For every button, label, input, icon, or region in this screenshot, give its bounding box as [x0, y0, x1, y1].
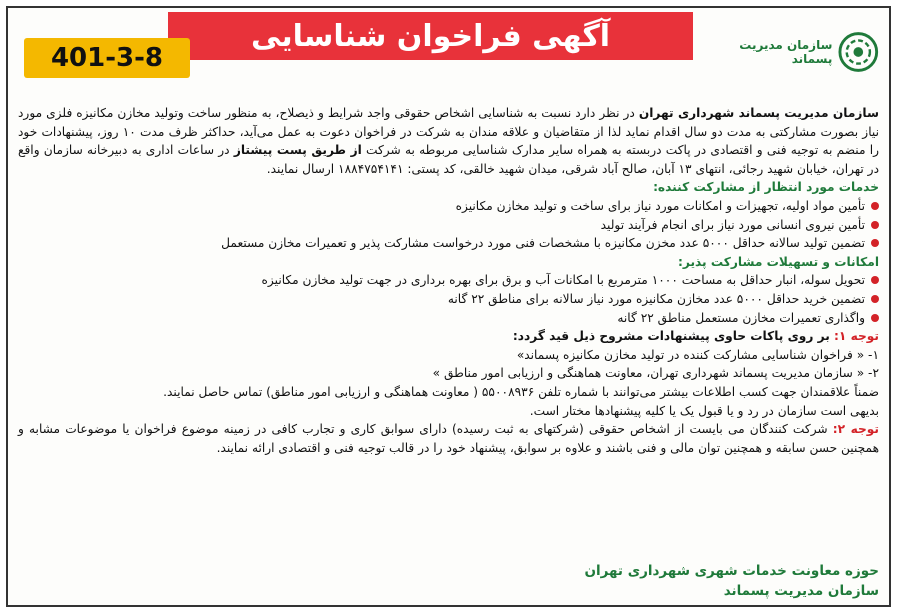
note1-line-b: ۲- « سازمان مدیریت پسماند شهرداری تهران، معاونت هماهنگی و ارزیابی امور مناطق » [432, 366, 879, 381]
org-name: سازمان مدیریت پسماند شهرداری تهران [638, 106, 879, 120]
intro-text-1: در نظر دارد نسبت به شناسایی اشخاص حقوقی واجد شرایط و ذیصلاح، به منظور ساخت وتولید مخازن مکانیزه فلزی مورد نیاز بصورت مشارکتی به مدت دو سال اقدام نماید لذا از متقاضیان و علاقه مندان به شرکت در فراخوان دعوت به عمل می‌آید، حداکثر ظرف مدت ۱۰ روز، پیشنهادات خود را منضم به توجیه فنی و اقتصادی در پاکت دربسته به همراه سایر مدارک شناسایی مربوطه به شرکت [18, 106, 879, 158]
note1-label: توجه ۱: [834, 329, 879, 344]
note1-line-c: ضمناً علاقمندان جهت کسب اطلاعات بیشتر می‌توانند با شماره تلفن ۵۵۰۰۸۹۳۶ ( معاونت هماهنگی و ارزیابی امور مناطق) تماس حاصل نمایند. [163, 384, 879, 399]
footer-line-1: حوزه معاونت خدمات شهری شهرداری تهران [584, 563, 879, 579]
waste-management-logo-icon [838, 31, 879, 73]
notice-code: 401-3-8 [24, 38, 190, 78]
note2-text: شرکت کنندگان می بایست از اشخاص حقوقی (شرکتهای به ثبت رسیده) دارای سوابق کاری و تجارب کافی در زمینه موضوع فراخوان یا موضوعات مشابه و همچنین حسن سابقه و همچنین توان مالی و فنی باشند و علاوه بر سوابق، پیشنهاد خود را در قالب توجیه فنی و اقتصادی ارائه نمایند. [18, 422, 879, 455]
logo-text: سازمان مدیریت پسماند [739, 38, 833, 66]
notice-title: آگهی فراخوان شناسایی [168, 12, 693, 60]
footer-line-2: سازمان مدیریت پسماند [723, 583, 879, 599]
note1-line-d: بدیهی است سازمان در رد و یا قبول یک یا کلیه پیشنهادها مختار است. [529, 403, 879, 418]
note2 [18, 420, 879, 457]
intro-paragraph [18, 104, 879, 178]
facilities-heading: امکانات و تسهیلات مشارکت پذیر: [677, 254, 879, 269]
note1-text: بر روی پاکات حاوی پیشنهادات مشروح ذیل قید گردد: [512, 329, 835, 344]
notice-body [18, 104, 879, 457]
facilities-item: تضمین خرید حداقل ۵۰۰۰ عدد مخازن مکانیزه مورد نیاز سالانه برای مناطق ۲۲ گانه [18, 290, 879, 309]
services-item: تأمین مواد اولیه، تجهیزات و امکانات مورد نیاز برای ساخت و تولید مخازن مکانیزه [18, 197, 879, 216]
intro-text-2: در ساعات اداری به دبیرخانه سازمان واقع در تهران، خیابان شهید رجائی، انتهای ۱۳ آبان، صالح آباد شرقی، میدان شهید خالقی، کد پستی: ۱۸۸۴۷۵۴۱۴۱ ارسال نمایند. [18, 143, 879, 176]
services-item: تضمین تولید سالانه حداقل ۵۰۰۰ عدد مخزن مکانیزه با مشخصات فنی مورد درخواست مشارکت پذیر و تعمیرات مخازن مستعمل [18, 234, 879, 253]
facilities-item: تحویل سوله، انبار حداقل به مساحت ۱۰۰۰ مترمربع با امکانات آب و برق برای بهره برداری در جهت تولید مخازن مکانیزه [18, 271, 879, 290]
notice-footer [18, 561, 879, 601]
note1-line-a: ۱- « فراخوان شناسایی مشارکت کننده در تولید مخازن مکانیزه پسماند» [516, 347, 879, 362]
note1 [18, 327, 879, 346]
org-logo [699, 22, 879, 82]
note2-label: توجه ۲: [832, 422, 880, 437]
notice-frame [6, 6, 891, 607]
services-heading: خدمات مورد انتظار از مشارکت کننده: [653, 180, 879, 195]
post-method: از طریق پست پیشتاز [233, 143, 362, 158]
facilities-item: واگذاری تعمیرات مخازن مستعمل مناطق ۲۲ گانه [18, 309, 879, 328]
notice-header [8, 8, 889, 94]
services-item: تأمین نیروی انسانی مورد نیاز برای انجام فرآیند تولید [18, 216, 879, 235]
